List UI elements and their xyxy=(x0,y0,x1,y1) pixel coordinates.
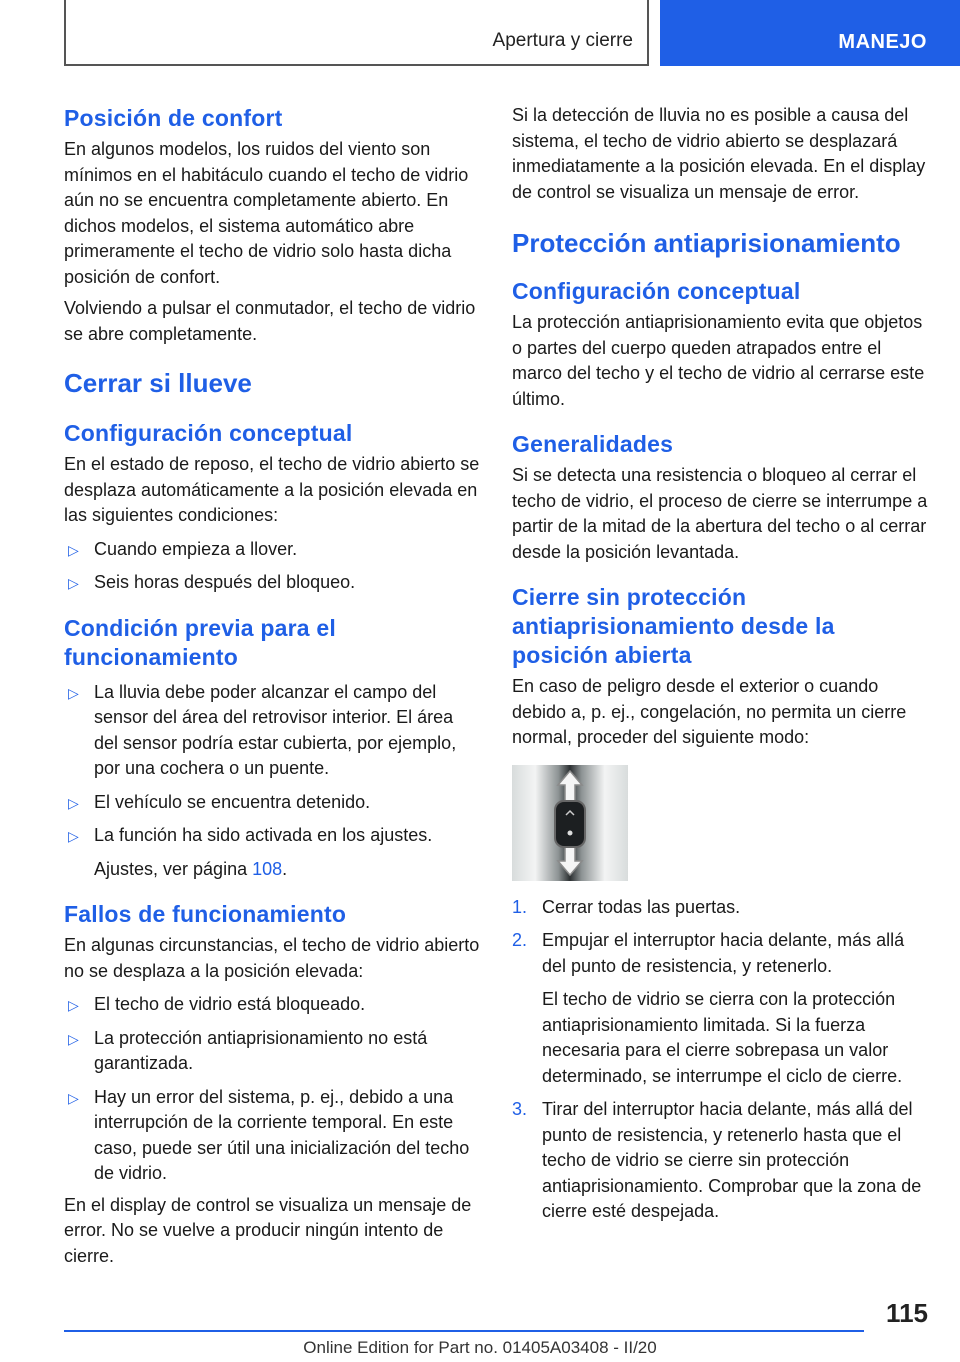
paragraph: Si se detecta una resistencia o bloqueo al cerrar el techo de vidrio, el proceso de cierre se interrumpe a partir de la mitad de la abertura del techo o al cerrar desde la posición levantada. xyxy=(512,465,928,562)
footer-divider xyxy=(64,1330,864,1332)
paragraph: Si la detección de lluvia no es posible a causa del sistema, el techo de vidrio abierto se desplazará inmediatamente a la posición elevada. En el display de control se visualiza un mensaje de error. xyxy=(512,105,926,202)
page-link[interactable]: 108 xyxy=(252,858,283,879)
heading-fallos: Fallos de funcionamiento xyxy=(64,901,347,927)
left-column xyxy=(64,100,480,1269)
triangle-bullet-icon: ▷ xyxy=(68,1030,79,1047)
paragraph: La protección antiaprisionamiento evita que objetos o partes del cuerpo queden atrapados entre el marco del techo y el techo de vidrio al cerrarse este último. xyxy=(512,312,925,409)
paragraph: En algunos modelos, los ruidos del viento son mínimos en el habitáculo cuando el techo de vidrio aún no se encuentra completamente abierto. En dichos modelos, el sistema automático abre primeramente el techo de vidrio solo hasta dicha posición de confort. xyxy=(64,139,469,287)
list-item: ▷ Cuando empieza a llover. xyxy=(64,537,480,563)
triangle-bullet-icon: ▷ xyxy=(68,1089,79,1106)
triangle-bullet-icon: ▷ xyxy=(68,794,79,811)
heading-generalidades: Generalidades xyxy=(512,431,674,457)
heading-posicion-confort: Posición de confort xyxy=(64,105,283,131)
list-item: ▷ Seis horas después del bloqueo. xyxy=(64,570,480,596)
heading-condicion-previa: Condición previa para el funcionamiento xyxy=(64,614,336,670)
step-item: 1. Cerrar todas las puertas. xyxy=(512,896,741,917)
step-note: El techo de vidrio se cierra con la protección antiaprisionamiento limitada. Si la fuerza necesaria para el cierre sobrepasa un valor determinado, se interrumpe el ciclo de cierre. xyxy=(542,989,903,1086)
triangle-bullet-icon: ▷ xyxy=(68,828,79,844)
heading-configuracion-conceptual: Configuración conceptual xyxy=(64,420,353,446)
heading-proteccion: Protección antiaprisionamiento xyxy=(512,228,901,258)
heading-cerrar-si-llueve: Cerrar si llueve xyxy=(64,368,252,398)
triangle-bullet-icon: ▷ xyxy=(68,684,79,701)
triangle-bullet-icon: ▷ xyxy=(68,541,79,558)
chapter-title: MANEJO xyxy=(838,31,927,53)
header-section-box xyxy=(64,0,649,66)
list-item: ▷ La función ha sido activada en los ajustes. xyxy=(64,823,480,849)
bullet-list xyxy=(64,537,480,596)
chapter-tab xyxy=(660,0,960,66)
step-item: 3. Tirar del interruptor hacia delante, más allá del punto de resistencia, y retenerlo hasta que el techo de vidrio se cierre sin protección antiaprisionamiento. Comprobar que la zona de cierre esté despejada. xyxy=(512,1099,922,1221)
paragraph: En el display de control se visualiza un mensaje de error. No se vuelve a producir ningún intento de cierre. xyxy=(64,1194,472,1266)
list-item: ▷ La protección antiaprisionamiento no está garantizada. xyxy=(68,1027,428,1073)
bullet-list xyxy=(64,992,480,1187)
triangle-bullet-icon: ▷ xyxy=(68,575,79,591)
paragraph: En el estado de reposo, el techo de vidrio abierto se desplaza automáticamente a la posición elevada en las siguientes condiciones: xyxy=(64,454,480,525)
list-item: ▷ El vehículo se encuentra detenido. xyxy=(64,790,480,816)
heading-configuracion-conceptual: Configuración conceptual xyxy=(512,278,801,304)
switch-illustration xyxy=(512,765,628,881)
section-title: Apertura y cierre xyxy=(492,30,633,51)
paragraph: En algunas circunstancias, el techo de vidrio abierto no se desplaza a la posición elevada: xyxy=(64,935,480,981)
numbered-steps xyxy=(512,895,930,1225)
switch-photo xyxy=(512,765,628,881)
list-item: ▷ Hay un error del sistema, p. ej., debido a una interrupción de la corriente temporal. En este caso, puede ser útil una inicialización del techo de vidrio. xyxy=(68,1086,470,1183)
list-item: ▷ La lluvia debe poder alcanzar el campo del sensor del área del retrovisor interior. El área del sensor podría estar cubierta, por ejemplo, por una cochera o un puente. xyxy=(68,681,457,778)
paragraph-ajustes: Ajustes, ver página 108. xyxy=(94,858,288,879)
paragraph: En caso de peligro desde el exterior o cuando debido a, p. ej., congelación, no permita un cierre normal, proceder del siguiente modo: xyxy=(512,676,907,747)
right-column xyxy=(512,103,930,1225)
heading-cierre-sin-proteccion: Cierre sin protección antiaprisionamiento desde la posición abierta xyxy=(512,584,835,668)
triangle-bullet-icon: ▷ xyxy=(68,997,79,1013)
paragraph: Volviendo a pulsar el conmutador, el techo de vidrio se abre completamente. xyxy=(64,298,476,344)
footer-edition: Online Edition for Part no. 01405A03408 - II/20 xyxy=(303,1338,657,1357)
list-item: ▷ El techo de vidrio está bloqueado. xyxy=(64,992,480,1018)
page-number: 115 xyxy=(886,1298,928,1328)
step-item: 2. Empujar el interruptor hacia delante, más allá del punto de resistencia, y retenerlo. xyxy=(512,930,905,976)
bullet-list xyxy=(64,680,480,849)
